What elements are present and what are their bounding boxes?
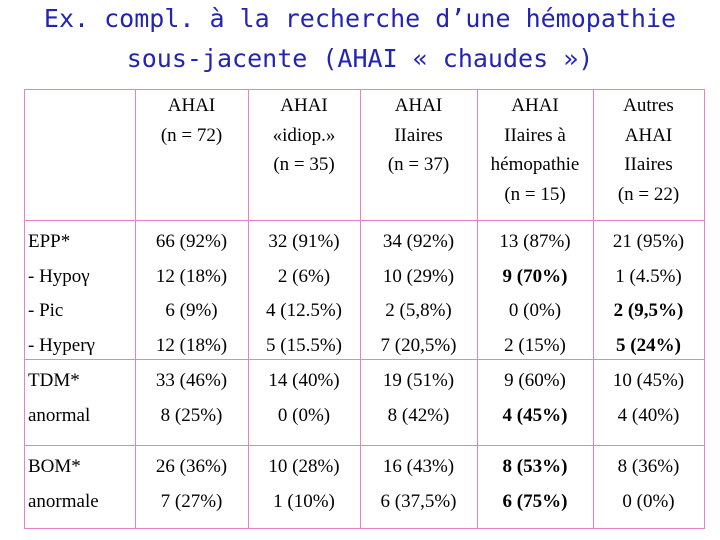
row-label-bom <box>28 450 99 519</box>
table-cell: 0 (0%) <box>277 404 331 426</box>
row-label-tdm <box>28 364 90 433</box>
table-cell: 6 (9%) <box>165 300 218 321</box>
epp-values-other-ahai <box>593 225 704 363</box>
table-cell: 5 (15.5%) <box>266 334 342 356</box>
table-cell: 8 (53%) <box>502 456 568 477</box>
table-cell: 4 (45%) <box>502 404 568 426</box>
header-line: (n = 37) <box>387 154 450 175</box>
row-divider <box>25 445 704 446</box>
row-label: TDM* <box>28 370 80 391</box>
slide-title-line-1: Ex. compl. à la recherche d’une hémopathie <box>43 4 677 33</box>
header-line: (n = 15) <box>504 183 566 205</box>
table-cell: 14 (40%) <box>268 370 340 391</box>
table-cell: 2 (15%) <box>504 334 566 356</box>
row-divider <box>25 220 704 221</box>
row-label: EPP* <box>28 231 71 252</box>
row-label: - Hypoγ <box>28 265 90 287</box>
table-cell: 8 (25%) <box>160 404 223 426</box>
header-cell-ahai-hemopathy <box>477 91 593 209</box>
row-label: anormal <box>28 404 91 426</box>
table-cell: 16 (43%) <box>382 456 455 477</box>
table-cell: 33 (46%) <box>155 370 228 391</box>
header-line: AHAI <box>167 95 216 116</box>
results-table <box>24 89 705 529</box>
row-label: BOM* <box>28 456 81 477</box>
epp-values-ahai-hemopathy <box>477 225 593 363</box>
epp-values-ahai-idiopathic <box>248 225 360 363</box>
header-line: Autres <box>623 95 674 116</box>
table-cell: 7 (20,5%) <box>380 334 457 356</box>
header-line: AHAI <box>280 95 328 116</box>
table-cell: 0 (0%) <box>508 300 562 321</box>
table-cell: 8 (36%) <box>617 456 680 477</box>
table-cell: 8 (42%) <box>387 404 450 426</box>
table-cell: 1 (4.5%) <box>615 265 682 287</box>
header-line: AHAI <box>394 95 443 116</box>
header-line: (n = 72) <box>160 124 223 146</box>
tdm-values-other-ahai <box>593 364 704 433</box>
header-line: hémopathie <box>490 154 580 175</box>
slide-title-line-2: sous-jacente (AHAI « chaudes ») <box>126 44 594 73</box>
header-cell-ahai-secondary <box>360 91 477 180</box>
row-label-epp <box>28 225 95 363</box>
table-cell: 21 (95%) <box>612 231 685 252</box>
table-cell: 13 (87%) <box>499 231 571 252</box>
header-line: AHAI <box>511 95 559 116</box>
epp-values-ahai-total <box>135 225 248 363</box>
table-cell: 19 (51%) <box>382 370 455 391</box>
table-cell: 5 (24%) <box>616 334 681 356</box>
table-cell: 32 (91%) <box>268 231 340 252</box>
epp-values-ahai-secondary <box>360 225 477 363</box>
table-cell: 2 (6%) <box>277 265 331 287</box>
table-cell: 0 (0%) <box>622 490 675 512</box>
row-label: - Hyperγ <box>28 334 95 356</box>
row-label: anormale <box>28 490 99 512</box>
table-cell: 9 (70%) <box>502 265 568 287</box>
tdm-values-ahai-hemopathy <box>477 364 593 433</box>
table-cell: 34 (92%) <box>382 231 455 252</box>
bom-values-other-ahai <box>593 450 704 519</box>
tdm-values-ahai-idiopathic <box>248 364 360 433</box>
table-cell: 10 (28%) <box>268 456 340 477</box>
header-line: IIaires <box>624 154 673 175</box>
header-line: IIaires à <box>504 124 566 146</box>
table-cell: 66 (92%) <box>155 231 228 252</box>
tdm-values-ahai-secondary <box>360 364 477 433</box>
tdm-values-ahai-total <box>135 364 248 433</box>
bom-values-ahai-hemopathy <box>477 450 593 519</box>
header-cell-ahai-idiopathic <box>248 91 360 180</box>
header-line: IIaires <box>394 124 443 146</box>
bom-values-ahai-idiopathic <box>248 450 360 519</box>
table-cell: 7 (27%) <box>160 490 223 512</box>
table-cell: 6 (75%) <box>502 490 568 512</box>
header-cell-other-ahai <box>593 91 704 209</box>
bom-values-ahai-total <box>135 450 248 519</box>
row-label: - Pic <box>28 300 64 321</box>
table-cell: 12 (18%) <box>155 334 228 356</box>
table-cell: 4 (40%) <box>617 404 680 426</box>
table-cell: 10 (29%) <box>382 265 455 287</box>
header-line: (n = 22) <box>617 183 680 205</box>
table-cell: 12 (18%) <box>155 265 228 287</box>
table-cell: 10 (45%) <box>612 370 685 391</box>
header-line: «idiop.» <box>272 124 336 146</box>
table-cell: 4 (12.5%) <box>266 300 342 321</box>
table-cell: 2 (9,5%) <box>613 300 684 321</box>
header-cell-ahai-total <box>135 91 248 150</box>
table-cell: 9 (60%) <box>504 370 566 391</box>
header-line: AHAI <box>624 124 673 146</box>
table-cell: 1 (10%) <box>273 490 335 512</box>
header-line: (n = 35) <box>273 154 335 175</box>
bom-values-ahai-secondary <box>360 450 477 519</box>
table-cell: 26 (36%) <box>155 456 228 477</box>
table-cell: 6 (37,5%) <box>380 490 457 512</box>
table-cell: 2 (5,8%) <box>385 300 452 321</box>
